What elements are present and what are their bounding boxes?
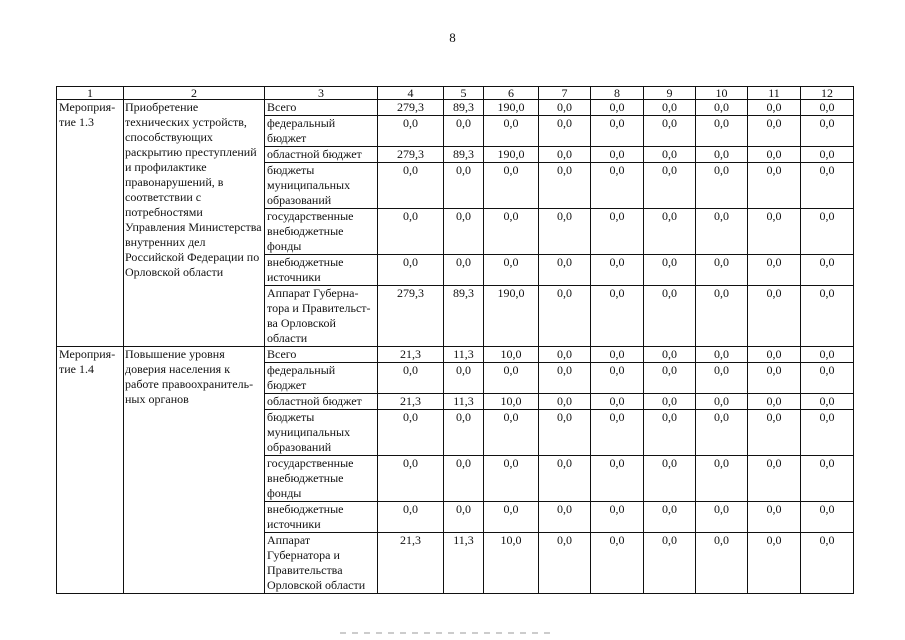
value-cell: 0,0 — [591, 410, 644, 456]
value-cell: 0,0 — [801, 286, 854, 347]
value-cell: 0,0 — [644, 502, 696, 533]
value-cell: 21,3 — [378, 347, 444, 363]
value-cell: 0,0 — [748, 456, 801, 502]
value-cell: 0,0 — [539, 116, 591, 147]
funding-source-cell: внебюджетные источники — [265, 255, 378, 286]
value-cell: 0,0 — [539, 394, 591, 410]
value-cell: 0,0 — [748, 347, 801, 363]
value-cell: 21,3 — [378, 394, 444, 410]
value-cell: 0,0 — [539, 255, 591, 286]
value-cell: 0,0 — [539, 363, 591, 394]
funding-source-cell: федеральный бюджет — [265, 363, 378, 394]
value-cell: 0,0 — [444, 163, 484, 209]
value-cell: 0,0 — [444, 456, 484, 502]
value-cell: 0,0 — [591, 502, 644, 533]
funding-source-cell: Всего — [265, 347, 378, 363]
header-cell: 1 — [57, 87, 124, 100]
value-cell: 11,3 — [444, 347, 484, 363]
header-cell: 4 — [378, 87, 444, 100]
value-cell: 0,0 — [591, 286, 644, 347]
funding-source-cell: государственные внебюджетные фонды — [265, 456, 378, 502]
header-cell: 9 — [644, 87, 696, 100]
value-cell: 0,0 — [644, 147, 696, 163]
value-cell: 0,0 — [644, 394, 696, 410]
value-cell: 89,3 — [444, 286, 484, 347]
header-cell: 7 — [539, 87, 591, 100]
value-cell: 0,0 — [748, 163, 801, 209]
value-cell: 89,3 — [444, 100, 484, 116]
value-cell: 0,0 — [696, 363, 748, 394]
value-cell: 0,0 — [539, 533, 591, 594]
value-cell: 0,0 — [591, 456, 644, 502]
value-cell: 0,0 — [644, 100, 696, 116]
value-cell: 0,0 — [748, 394, 801, 410]
value-cell: 89,3 — [444, 147, 484, 163]
value-cell: 279,3 — [378, 147, 444, 163]
table-row — [57, 347, 854, 363]
page-number: 8 — [449, 30, 456, 45]
value-cell: 0,0 — [378, 456, 444, 502]
value-cell: 0,0 — [484, 502, 539, 533]
value-cell: 0,0 — [444, 116, 484, 147]
header-cell: 2 — [124, 87, 265, 100]
value-cell: 0,0 — [748, 209, 801, 255]
value-cell: 0,0 — [696, 116, 748, 147]
value-cell: 0,0 — [378, 410, 444, 456]
value-cell: 0,0 — [748, 502, 801, 533]
value-cell: 190,0 — [484, 147, 539, 163]
value-cell: 10,0 — [484, 347, 539, 363]
value-cell: 10,0 — [484, 533, 539, 594]
header-cell: 11 — [748, 87, 801, 100]
value-cell: 0,0 — [539, 456, 591, 502]
value-cell: 0,0 — [591, 209, 644, 255]
value-cell: 0,0 — [484, 363, 539, 394]
value-cell: 0,0 — [484, 209, 539, 255]
value-cell: 0,0 — [644, 255, 696, 286]
value-cell: 0,0 — [591, 394, 644, 410]
value-cell: 0,0 — [696, 255, 748, 286]
value-cell: 0,0 — [801, 147, 854, 163]
value-cell: 0,0 — [801, 163, 854, 209]
value-cell: 0,0 — [748, 100, 801, 116]
value-cell: 0,0 — [444, 363, 484, 394]
value-cell: 0,0 — [591, 255, 644, 286]
value-cell: 0,0 — [539, 147, 591, 163]
value-cell: 11,3 — [444, 394, 484, 410]
value-cell: 0,0 — [644, 286, 696, 347]
description-cell: Приобретение технических устройств, способствующих раскрытию преступлений и профилактике правонарушений, в соответствии с потребностями Управления Министерства внутренних дел Российской Федерации по Орловской области — [124, 100, 265, 347]
value-cell: 0,0 — [801, 116, 854, 147]
table-header-row — [57, 87, 854, 100]
value-cell: 0,0 — [644, 456, 696, 502]
value-cell: 190,0 — [484, 100, 539, 116]
value-cell: 0,0 — [748, 410, 801, 456]
header-cell: 12 — [801, 87, 854, 100]
value-cell: 0,0 — [801, 533, 854, 594]
value-cell: 0,0 — [539, 410, 591, 456]
measure-cell: Мероприя-тие 1.3 — [57, 100, 124, 347]
table-row — [57, 100, 854, 116]
value-cell: 0,0 — [539, 163, 591, 209]
funding-source-cell: внебюджетные источники — [265, 502, 378, 533]
value-cell: 0,0 — [444, 209, 484, 255]
value-cell: 0,0 — [378, 255, 444, 286]
value-cell: 0,0 — [748, 116, 801, 147]
value-cell: 0,0 — [644, 363, 696, 394]
value-cell: 0,0 — [378, 163, 444, 209]
funding-source-cell: Аппарат Губернатора и Правительства Орловской области — [265, 533, 378, 594]
value-cell: 0,0 — [696, 394, 748, 410]
table-body — [57, 87, 854, 594]
value-cell: 0,0 — [696, 502, 748, 533]
value-cell: 0,0 — [444, 255, 484, 286]
budget-table — [56, 86, 854, 594]
funding-source-cell: Всего — [265, 100, 378, 116]
value-cell: 0,0 — [378, 209, 444, 255]
value-cell: 0,0 — [539, 347, 591, 363]
value-cell: 0,0 — [539, 502, 591, 533]
value-cell: 0,0 — [696, 456, 748, 502]
value-cell: 0,0 — [539, 209, 591, 255]
value-cell: 0,0 — [748, 363, 801, 394]
value-cell: 11,3 — [444, 533, 484, 594]
scan-artifact — [340, 632, 550, 634]
value-cell: 0,0 — [748, 147, 801, 163]
value-cell: 0,0 — [696, 147, 748, 163]
funding-source-cell: федеральный бюджет — [265, 116, 378, 147]
value-cell: 0,0 — [801, 100, 854, 116]
value-cell: 10,0 — [484, 394, 539, 410]
value-cell: 0,0 — [444, 502, 484, 533]
measure-cell: Мероприя-тие 1.4 — [57, 347, 124, 594]
value-cell: 0,0 — [539, 100, 591, 116]
value-cell: 0,0 — [748, 533, 801, 594]
funding-source-cell: областной бюджет — [265, 147, 378, 163]
funding-source-cell: Аппарат Губерна-тора и Правительст-ва Орловской области — [265, 286, 378, 347]
value-cell: 0,0 — [801, 209, 854, 255]
value-cell: 0,0 — [591, 147, 644, 163]
value-cell: 0,0 — [444, 410, 484, 456]
value-cell: 0,0 — [484, 255, 539, 286]
value-cell: 0,0 — [378, 116, 444, 147]
value-cell: 0,0 — [748, 286, 801, 347]
funding-source-cell: государственные внебюджетные фонды — [265, 209, 378, 255]
value-cell: 0,0 — [696, 100, 748, 116]
value-cell: 279,3 — [378, 100, 444, 116]
value-cell: 0,0 — [696, 209, 748, 255]
header-cell: 3 — [265, 87, 378, 100]
funding-source-cell: областной бюджет — [265, 394, 378, 410]
value-cell: 0,0 — [801, 456, 854, 502]
value-cell: 0,0 — [484, 456, 539, 502]
value-cell: 0,0 — [591, 116, 644, 147]
value-cell: 0,0 — [696, 286, 748, 347]
value-cell: 0,0 — [696, 533, 748, 594]
value-cell: 0,0 — [696, 163, 748, 209]
value-cell: 0,0 — [801, 363, 854, 394]
value-cell: 0,0 — [484, 163, 539, 209]
value-cell: 0,0 — [696, 410, 748, 456]
description-cell: Повышение уровня доверия населения к работе правоохранитель-ных органов — [124, 347, 265, 594]
header-cell: 8 — [591, 87, 644, 100]
value-cell: 0,0 — [801, 502, 854, 533]
header-cell: 10 — [696, 87, 748, 100]
value-cell: 279,3 — [378, 286, 444, 347]
value-cell: 0,0 — [591, 100, 644, 116]
value-cell: 0,0 — [644, 410, 696, 456]
value-cell: 0,0 — [644, 209, 696, 255]
value-cell: 0,0 — [484, 410, 539, 456]
value-cell: 0,0 — [378, 502, 444, 533]
value-cell: 0,0 — [378, 363, 444, 394]
funding-source-cell: бюджеты муниципальных образований — [265, 163, 378, 209]
value-cell: 0,0 — [748, 255, 801, 286]
value-cell: 0,0 — [484, 116, 539, 147]
header-cell: 6 — [484, 87, 539, 100]
value-cell: 0,0 — [696, 347, 748, 363]
value-cell: 0,0 — [801, 347, 854, 363]
header-cell: 5 — [444, 87, 484, 100]
value-cell: 0,0 — [591, 363, 644, 394]
funding-source-cell: бюджеты муниципальных образований — [265, 410, 378, 456]
value-cell: 0,0 — [801, 394, 854, 410]
value-cell: 0,0 — [644, 347, 696, 363]
value-cell: 0,0 — [644, 116, 696, 147]
value-cell: 0,0 — [644, 163, 696, 209]
value-cell: 0,0 — [801, 255, 854, 286]
value-cell: 0,0 — [591, 347, 644, 363]
value-cell: 21,3 — [378, 533, 444, 594]
value-cell: 0,0 — [591, 533, 644, 594]
value-cell: 190,0 — [484, 286, 539, 347]
value-cell: 0,0 — [644, 533, 696, 594]
value-cell: 0,0 — [801, 410, 854, 456]
value-cell: 0,0 — [591, 163, 644, 209]
value-cell: 0,0 — [539, 286, 591, 347]
